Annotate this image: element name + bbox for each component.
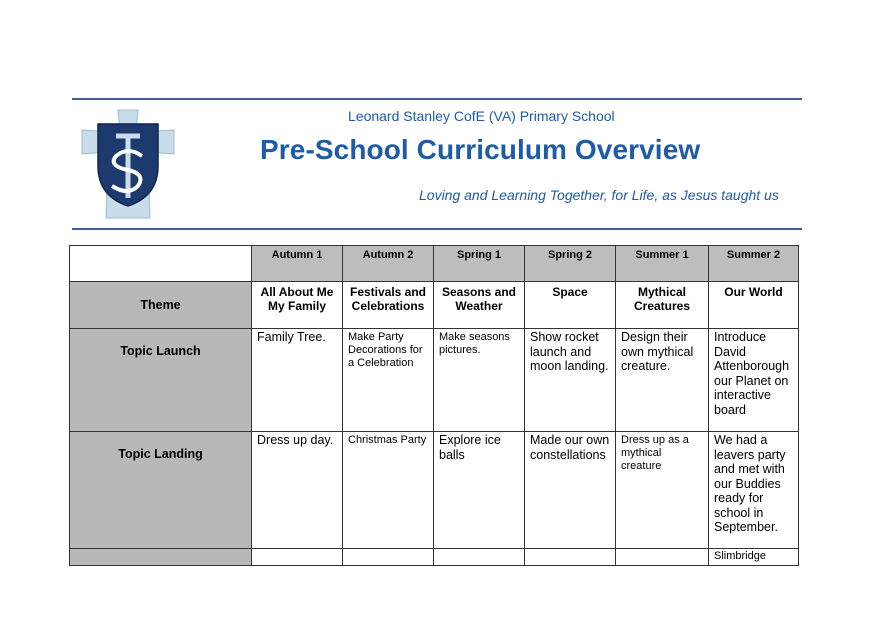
landing-cell: Christmas Party [343, 432, 434, 549]
theme-cell: Festivals and Celebrations [343, 282, 434, 329]
theme-cell: Seasons and Weather [434, 282, 525, 329]
row-label-theme: Theme [70, 282, 252, 329]
launch-cell: Make seasons pictures. [434, 329, 525, 432]
term-header: Spring 1 [434, 246, 525, 282]
topic-launch-row [70, 329, 799, 432]
term-header: Autumn 2 [343, 246, 434, 282]
school-motto: Loving and Learning Together, for Life, as Jesus taught us [419, 187, 779, 203]
extra-cell [343, 549, 434, 566]
school-crest-logo [78, 106, 178, 222]
theme-cell: Mythical Creatures [616, 282, 709, 329]
row-label-topic-launch: Topic Launch [70, 329, 252, 432]
landing-cell: Dress up as a mythical creature [616, 432, 709, 549]
term-header: Autumn 1 [252, 246, 343, 282]
launch-cell: Introduce David Attenborough our Planet on interactive board [709, 329, 799, 432]
curriculum-table [69, 245, 799, 566]
landing-cell: Explore ice balls [434, 432, 525, 549]
extra-cell [252, 549, 343, 566]
term-header: Summer 1 [616, 246, 709, 282]
launch-cell: Design their own mythical creature. [616, 329, 709, 432]
term-header: Spring 2 [525, 246, 616, 282]
topic-landing-row [70, 432, 799, 549]
term-header-row [70, 246, 799, 282]
theme-cell: Space [525, 282, 616, 329]
landing-cell: Made our own constellations [525, 432, 616, 549]
corner-cell [70, 246, 252, 282]
page-title: Pre-School Curriculum Overview [260, 134, 701, 165]
launch-cell: Family Tree. [252, 329, 343, 432]
extra-cell: Slimbridge [709, 549, 799, 566]
theme-row [70, 282, 799, 329]
term-header: Summer 2 [709, 246, 799, 282]
row-label-extra [70, 549, 252, 566]
extra-row [70, 549, 799, 566]
school-name: Leonard Stanley CofE (VA) Primary School [348, 108, 615, 124]
top-rule [72, 98, 802, 100]
launch-cell: Show rocket launch and moon landing. [525, 329, 616, 432]
launch-cell: Make Party Decorations for a Celebration [343, 329, 434, 432]
bottom-rule [72, 228, 802, 230]
landing-cell: We had a leavers party and met with our Buddies ready for school in September. [709, 432, 799, 549]
theme-cell: Our World [709, 282, 799, 329]
row-label-topic-landing: Topic Landing [70, 432, 252, 549]
landing-cell: Dress up day. [252, 432, 343, 549]
theme-cell: All About Me My Family [252, 282, 343, 329]
extra-cell [434, 549, 525, 566]
extra-cell [616, 549, 709, 566]
extra-cell [525, 549, 616, 566]
